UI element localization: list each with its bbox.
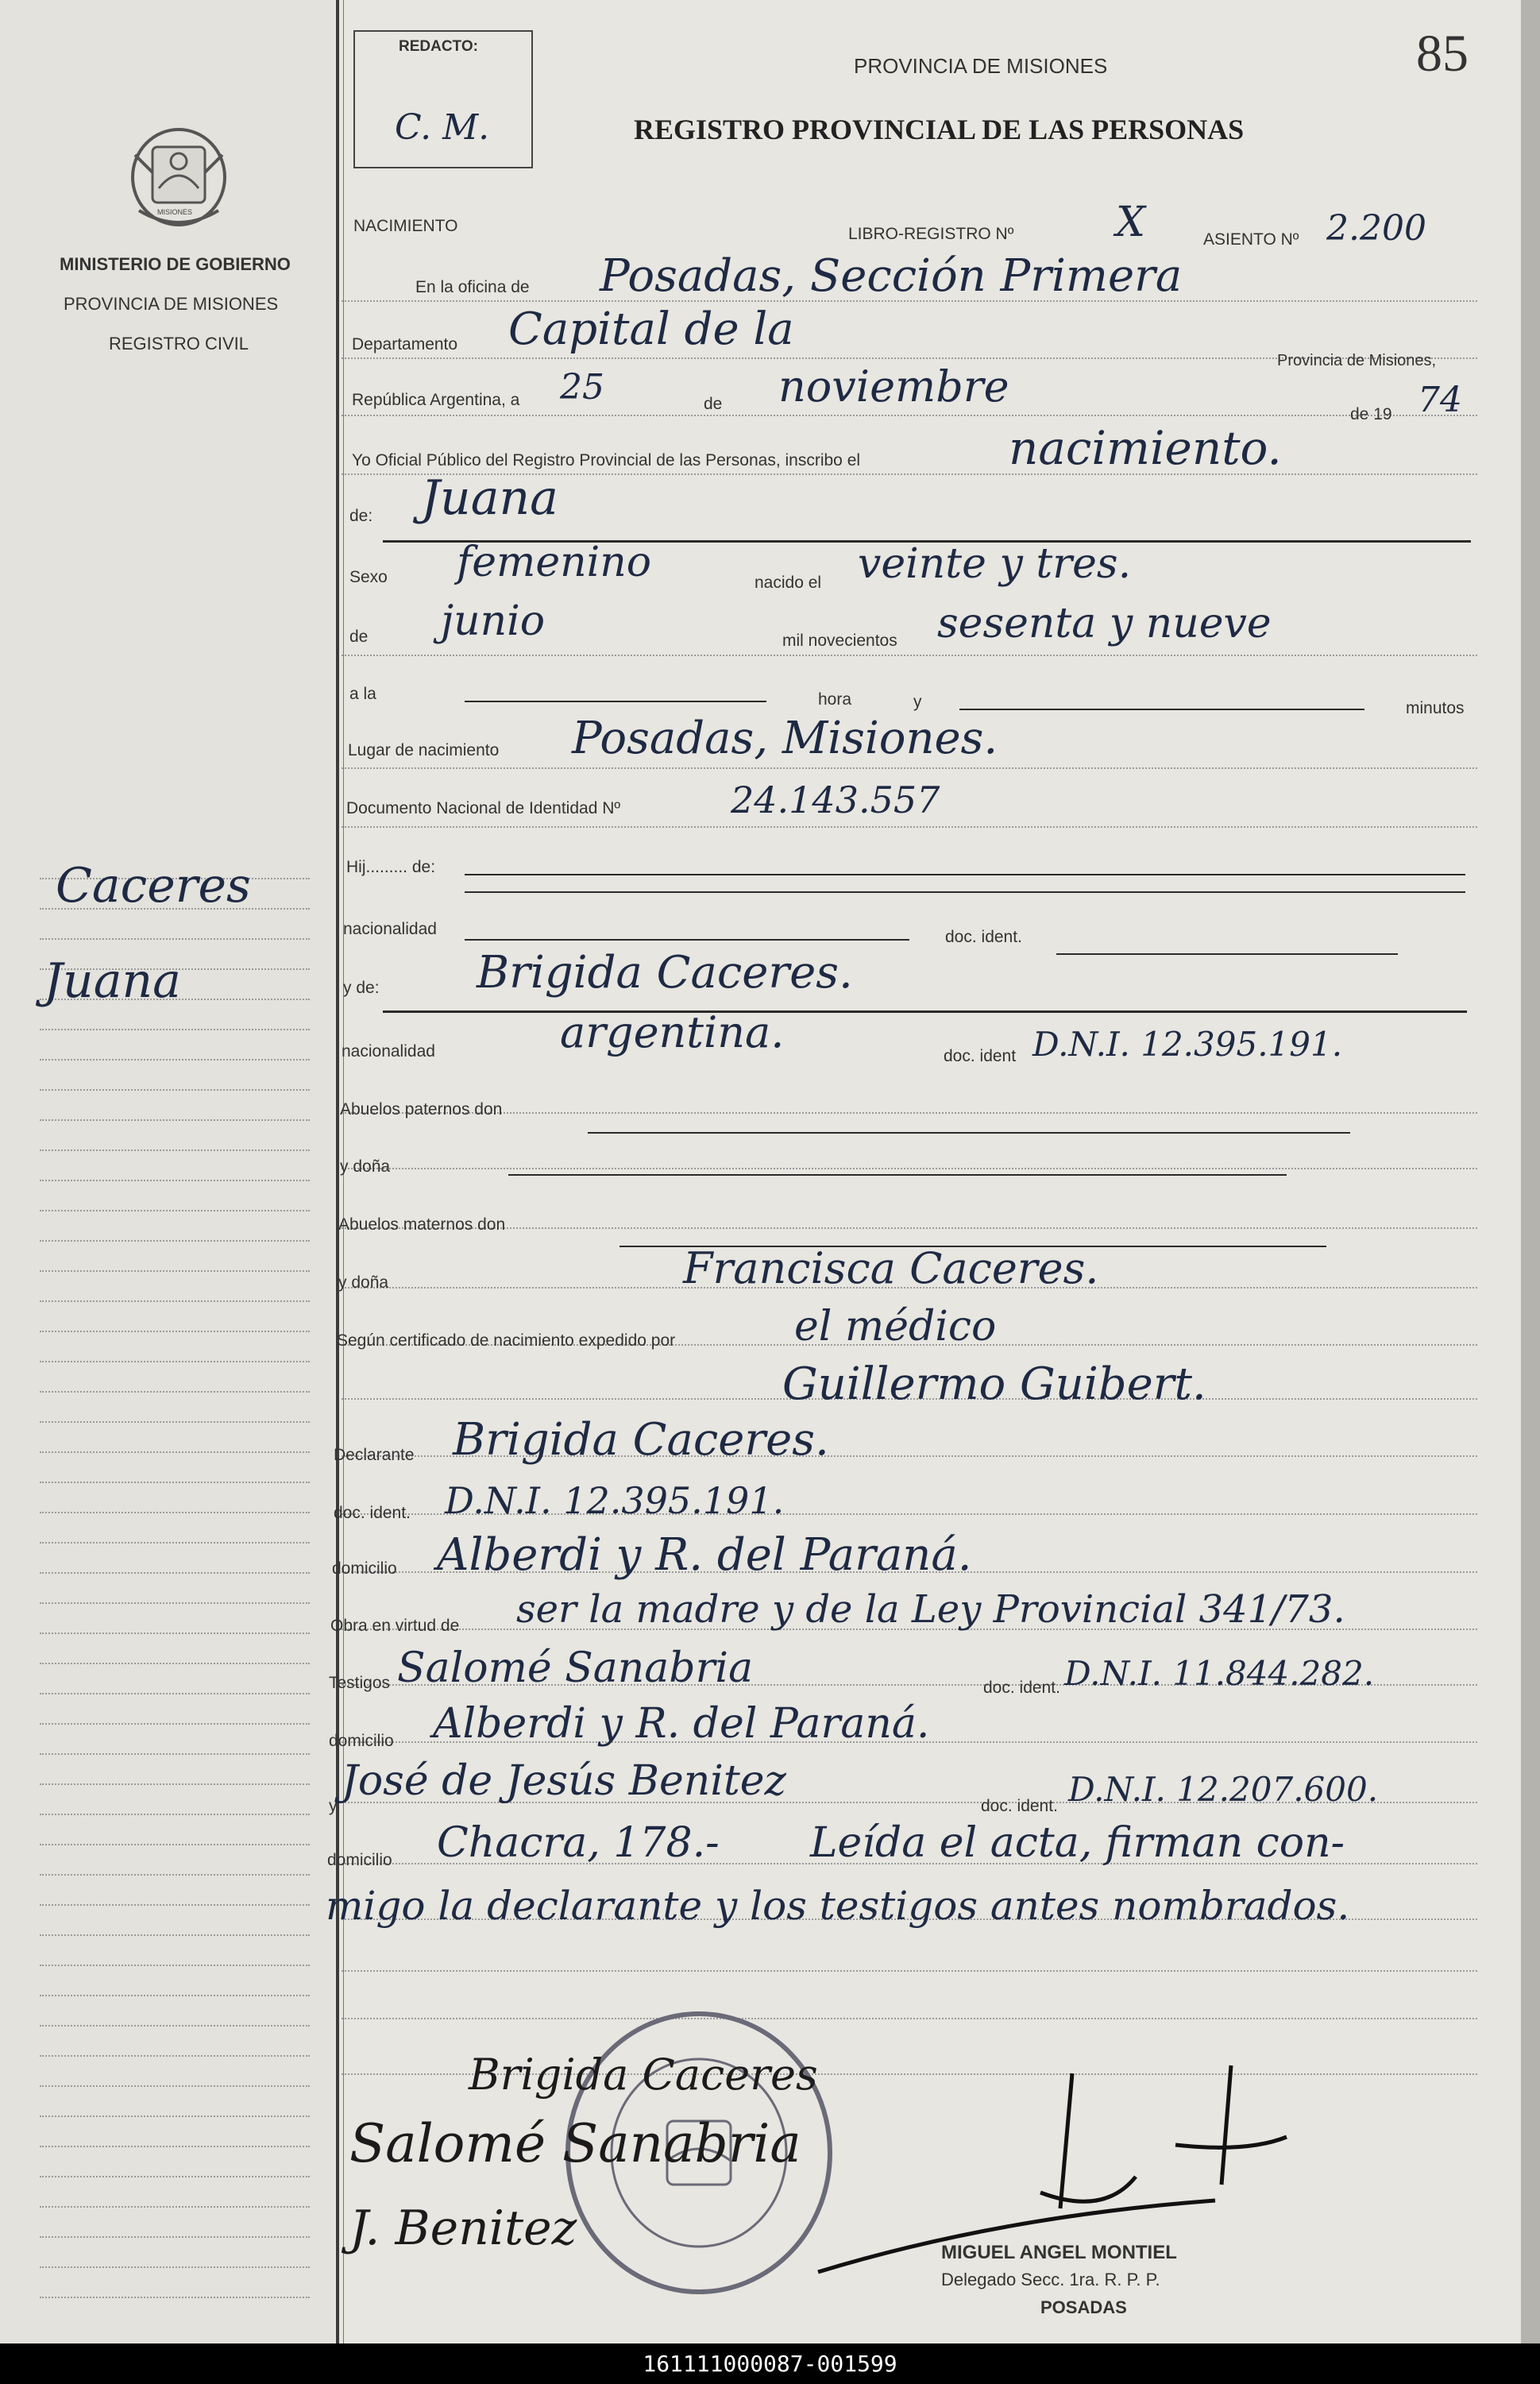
margin-ruled-line <box>40 2176 310 2177</box>
margin-ruled-line <box>40 1934 310 1936</box>
registry-title: REGISTRO PROVINCIAL DE LAS PERSONAS <box>634 114 1245 145</box>
civil-registry: REGISTRO CIVIL <box>109 334 249 354</box>
nacionalidad1-blank <box>465 939 909 941</box>
libro-label: LIBRO-REGISTRO Nº <box>848 225 1014 243</box>
republica-label: República Argentina, a <box>352 391 520 409</box>
margin-ruled-line <box>40 1632 310 1634</box>
certificado-label: Según certificado de nacimiento expedido por <box>337 1331 676 1350</box>
doc-ident4-label: doc. ident. <box>983 1679 1060 1697</box>
name-value: Juana <box>421 470 558 526</box>
official-title: Delegado Secc. 1ra. R. P. P. <box>941 2270 1160 2289</box>
margin-ruled-line <box>40 1119 310 1121</box>
doc-ident5-value: D.N.I. 12.207.600. <box>1068 1770 1379 1809</box>
sexo-value: femenino <box>457 539 652 586</box>
redacto-label: REDACTO: <box>399 38 478 55</box>
sexo-label: Sexo <box>349 568 388 586</box>
margin-ruled-line <box>40 1149 310 1151</box>
province-heading: PROVINCIA DE MISIONES <box>854 54 1108 78</box>
y-de-label: y de: <box>343 979 380 997</box>
margin-ruled-line <box>40 1723 310 1725</box>
doc-ident2-label: doc. ident <box>944 1047 1017 1065</box>
doc-ident3-label: doc. ident. <box>334 1504 411 1522</box>
main-ruled-line <box>342 1970 1477 1972</box>
redacto-box <box>353 30 533 168</box>
coat-of-arms-icon <box>119 115 238 234</box>
margin-ruled-line <box>40 1844 310 1845</box>
margin-ruled-line <box>40 1482 310 1483</box>
nacimiento-label: NACIMIENTO <box>353 217 458 235</box>
margin-ruled-line <box>40 938 310 940</box>
doc-ident4-value: D.N.I. 11.844.282. <box>1064 1654 1375 1693</box>
main-ruled-line <box>342 1227 1477 1229</box>
closing-value-2: migo la declarante y los testigos antes nombrados. <box>326 1883 1350 1929</box>
lugar-value: Posadas, Misiones. <box>572 713 998 764</box>
margin-ruled-line <box>40 2236 310 2238</box>
margin-ruled-line <box>40 1451 310 1453</box>
certificado-value: el médico <box>794 1303 997 1350</box>
signature-declarante: Brigida Caceres <box>469 2050 818 2100</box>
de19-label: de 19 <box>1350 405 1392 423</box>
margin-ruled-line <box>40 1753 310 1755</box>
domicilio2-value: Alberdi y R. del Paraná. <box>433 1700 930 1748</box>
column-divider <box>336 0 339 2343</box>
testigo2-value: José de Jesús Benitez <box>342 1757 786 1805</box>
closing-value: Leída el acta, firman con- <box>810 1819 1345 1867</box>
y-dona2-label: y doña <box>338 1273 389 1292</box>
margin-surname: Caceres <box>56 858 251 914</box>
declarante-value: Brigida Caceres. <box>453 1414 829 1466</box>
abuelos-maternos-label: Abuelos maternos don <box>338 1215 506 1234</box>
margin-ruled-line <box>40 1089 310 1091</box>
declarante-label: Declarante <box>334 1446 415 1464</box>
domicilio1-label: domicilio <box>332 1559 397 1578</box>
a-la-label: a la <box>349 685 376 703</box>
lugar-label: Lugar de nacimiento <box>348 741 500 759</box>
minutos-blank-line <box>959 709 1364 710</box>
ministry-province: PROVINCIA DE MISIONES <box>64 294 279 314</box>
birth-month-value: junio <box>441 597 546 645</box>
mother-value: Brigida Caceres. <box>477 947 853 999</box>
testigos-label: Testigos <box>329 1674 391 1692</box>
abuelos-paternos-label: Abuelos paternos don <box>340 1100 503 1119</box>
main-ruled-line <box>342 415 1477 416</box>
mil-label: mil novecientos <box>782 632 897 650</box>
departamento-value: Capital de la <box>508 303 794 355</box>
margin-ruled-line <box>40 1904 310 1906</box>
hora-blank-line <box>465 701 766 702</box>
year-value: 74 <box>1418 380 1462 420</box>
page-number: 85 <box>1416 25 1469 83</box>
nacionalidad2-value: argentina. <box>560 1007 785 1057</box>
margin-ruled-line <box>40 1331 310 1332</box>
de-label: de <box>704 395 723 413</box>
margin-ruled-line <box>40 1421 310 1423</box>
margin-ruled-line <box>40 2025 310 2027</box>
image-code-footer: 161111000087-001599 <box>0 2343 1540 2384</box>
day-value: 25 <box>560 367 604 408</box>
departamento-label: Departamento <box>352 335 458 354</box>
domicilio2-label: domicilio <box>329 1732 394 1750</box>
main-ruled-line <box>342 1168 1477 1169</box>
oficina-value: Posadas, Sección Primera <box>600 250 1183 302</box>
oficial-label: Yo Oficial Público del Registro Provincial de las Personas, inscribo el <box>352 451 861 469</box>
margin-ruled-line <box>40 1391 310 1393</box>
de-name-label: de: <box>349 507 373 525</box>
nacionalidad2-label: nacionalidad <box>342 1042 435 1061</box>
mil-value: sesenta y nueve <box>937 600 1272 647</box>
domicilio3-label: domicilio <box>327 1851 392 1869</box>
certificado-value-2: Guillermo Guibert. <box>782 1358 1206 1410</box>
mother-rule <box>383 1010 1467 1013</box>
domicilio3-value: Chacra, 178.- <box>437 1819 720 1867</box>
margin-ruled-line <box>40 2297 310 2298</box>
oficina-label: En la oficina de <box>415 278 530 296</box>
hora-label: hora <box>818 690 852 709</box>
doc-ident3-value: D.N.I. 12.395.191. <box>445 1479 785 1522</box>
official-city: POSADAS <box>1040 2297 1127 2317</box>
margin-ruled-line <box>40 1180 310 1181</box>
margin-ruled-line <box>40 1602 310 1604</box>
obra-value: ser la madre y de la Ley Provincial 341/73. <box>516 1587 1345 1632</box>
redacto-value: C. M. <box>395 107 490 148</box>
official-name: MIGUEL ANGEL MONTIEL <box>941 2242 1177 2263</box>
dni-label: Documento Nacional de Identidad Nº <box>346 799 621 817</box>
margin-ruled-line <box>40 2146 310 2147</box>
margin-ruled-line <box>40 1965 310 1966</box>
hij-label: Hij......... de: <box>346 858 436 876</box>
doc-ident1-label: doc. ident. <box>945 928 1022 946</box>
margin-ruled-line <box>40 2266 310 2268</box>
testigos-value: Salomé Sanabria <box>397 1644 754 1692</box>
de-month-label: de <box>349 628 369 646</box>
doc-ident1-blank <box>1056 953 1398 955</box>
nacionalidad1-label: nacionalidad <box>343 920 437 938</box>
margin-ruled-line <box>40 1995 310 1996</box>
margin-ruled-line <box>40 1572 310 1574</box>
margin-ruled-line <box>40 1874 310 1876</box>
margin-ruled-line <box>40 1814 310 1815</box>
y-label: y <box>913 693 922 711</box>
provincia-label: Provincia de Misiones, <box>1277 352 1437 369</box>
margin-ruled-line <box>40 1693 310 1694</box>
main-ruled-line <box>342 1112 1477 1114</box>
margin-ruled-line <box>40 2055 310 2057</box>
main-ruled-line <box>342 2018 1477 2019</box>
y2-label: y <box>329 1797 338 1815</box>
margin-ruled-line <box>40 2115 310 2117</box>
libro-value: X <box>1116 199 1146 246</box>
margin-ruled-line <box>40 1512 310 1513</box>
margin-ruled-line <box>40 1029 310 1030</box>
margin-ruled-line <box>40 1240 310 1242</box>
main-ruled-line <box>342 655 1477 656</box>
father-rule <box>465 874 1465 875</box>
seal-caption: MISIONES <box>157 208 193 216</box>
father-rule-2 <box>465 891 1465 893</box>
margin-ruled-line <box>40 2085 310 2087</box>
asiento-label: ASIENTO Nº <box>1203 230 1299 249</box>
page-edge <box>1521 0 1540 2343</box>
doc-ident5-label: doc. ident. <box>981 1797 1058 1815</box>
y-dona1-label: y doña <box>340 1157 391 1176</box>
asiento-value: 2.200 <box>1326 208 1426 249</box>
margin-ruled-line <box>40 1361 310 1362</box>
dona2-value: Francisca Caceres. <box>683 1243 1099 1293</box>
oficial-value: nacimiento. <box>1009 421 1282 475</box>
minutos-label: minutos <box>1406 699 1465 717</box>
margin-ruled-line <box>40 1059 310 1061</box>
abuelos-paternos-blank <box>588 1132 1350 1134</box>
margin-ruled-line <box>40 1210 310 1211</box>
obra-label: Obra en virtud de <box>330 1617 460 1635</box>
nacido-value: veinte y tres. <box>858 540 1132 588</box>
main-ruled-line <box>342 826 1477 828</box>
ministry-title: MINISTERIO DE GOBIERNO <box>60 254 291 274</box>
margin-ruled-line <box>40 1300 310 1302</box>
margin-ruled-line <box>40 1270 310 1272</box>
signature-witness-2: J. Benitez <box>349 2200 577 2256</box>
margin-given-name: Juana <box>44 953 181 1009</box>
y-dona1-blank <box>508 1174 1287 1176</box>
doc-ident2-value: D.N.I. 12.395.191. <box>1032 1025 1343 1064</box>
signature-witness-1: Salomé Sanabria <box>349 2113 801 2174</box>
margin-ruled-line <box>40 1663 310 1664</box>
main-ruled-line <box>342 767 1477 769</box>
margin-ruled-line <box>40 2206 310 2208</box>
dni-value: 24.143.557 <box>731 779 940 821</box>
margin-ruled-line <box>40 1542 310 1544</box>
nacido-label: nacido el <box>755 574 822 592</box>
margin-ruled-line <box>40 1783 310 1785</box>
domicilio1-value: Alberdi y R. del Paraná. <box>437 1529 972 1581</box>
month-value: noviembre <box>778 361 1009 412</box>
